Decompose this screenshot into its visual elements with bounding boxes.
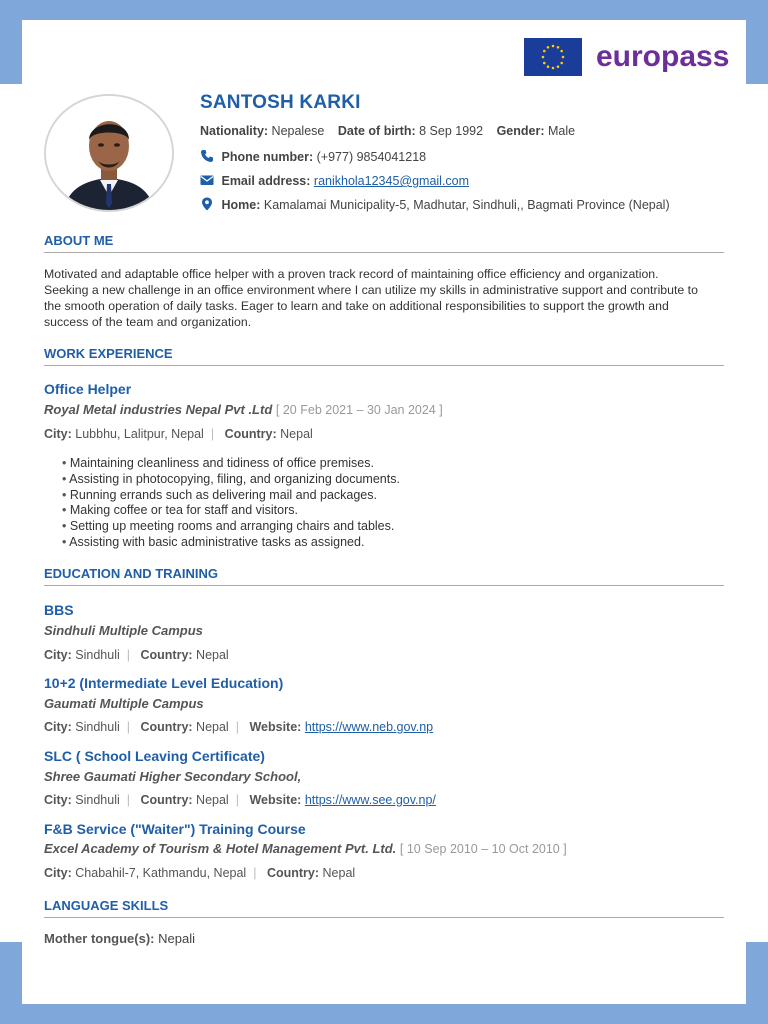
mother-tongue-value: Nepali — [158, 931, 195, 946]
mother-tongue — [44, 931, 195, 946]
about-text: Motivated and adaptable office helper with a proven track record of maintaining office efficiency and organization. Seeking a new challenge in an office environment where I can utilize my skills in administrative support and contribute to the smooth operation of daily tasks. Eager to learn and take on additional responsibilities to support the growth and success of the team and organization. — [44, 267, 698, 329]
gender-value: Male — [547, 124, 576, 138]
country-value: Nepal — [196, 648, 229, 662]
country-label: Country: — [140, 648, 193, 662]
envelope-icon — [200, 173, 214, 187]
eu-flag-icon — [524, 38, 582, 76]
about-section-title: ABOUT ME — [44, 233, 724, 253]
website-link[interactable]: https://www.see.gov.np/ — [304, 793, 436, 807]
school-name: Sindhuli Multiple Campus — [44, 623, 203, 638]
list-item: • Assisting with basic administrative tasks as assigned. — [62, 535, 400, 551]
website-label: Website: — [249, 793, 302, 807]
country-value: Nepal — [196, 793, 229, 807]
school-name: Gaumati Multiple Campus — [44, 696, 204, 711]
language-section-title: LANGUAGE SKILLS — [44, 898, 724, 918]
europass-logo — [524, 38, 734, 78]
mother-tongue-label: Mother tongue(s): — [44, 931, 155, 946]
candidate-name: SANTOSH KARKI — [200, 92, 361, 113]
education-section-title: EDUCATION AND TRAINING — [44, 566, 724, 586]
school-name: Excel Academy of Tourism & Hotel Management Pvt. Ltd. — [44, 841, 397, 856]
city-label: City: — [44, 720, 72, 734]
list-item: • Making coffee or tea for staff and visitors. — [62, 503, 400, 519]
city-label: City: — [44, 427, 72, 441]
city-label: City: — [44, 793, 72, 807]
phone-value: (+977) 9854041218 — [316, 150, 427, 164]
home-label: Home: — [221, 198, 261, 212]
education-location: City: Sindhuli | Country: Nepal | Website: https://www.see.gov.np/ — [44, 793, 436, 807]
list-item: • Assisting in photocopying, filing, and organizing documents. — [62, 472, 400, 488]
nationality-label: Nationality: — [200, 124, 269, 138]
city-value: Sindhuli — [75, 648, 120, 662]
country-label: Country: — [140, 793, 193, 807]
dob-label: Date of birth: — [337, 124, 416, 138]
education-title-bbs: BBS — [44, 602, 74, 618]
phone-label: Phone number: — [221, 150, 314, 164]
education-title-slc: SLC ( School Leaving Certificate) — [44, 748, 265, 764]
country-label: Country: — [140, 720, 193, 734]
country-value: Nepal — [322, 866, 356, 880]
education-location: City: Chabahil-7, Kathmandu, Nepal | Country: Nepal — [44, 866, 356, 880]
dob-value: 8 Sep 1992 — [419, 124, 484, 138]
home-row — [200, 197, 670, 212]
job-title: Office Helper — [44, 381, 132, 397]
city-value: Chabahil-7, Kathmandu, Nepal — [75, 866, 247, 880]
education-title-plus2: 10+2 (Intermediate Level Education) — [44, 675, 284, 691]
school-name: Shree Gaumati Higher Secondary School, — [44, 769, 302, 784]
email-row — [200, 173, 469, 188]
country-value: Nepal — [280, 427, 313, 441]
duties-list — [62, 456, 400, 551]
phone-row — [200, 149, 426, 164]
home-value: Kamalamai Municipality-5, Madhutar, Sindhuli,, Bagmati Province (Nepal) — [263, 198, 670, 212]
personal-info-row — [200, 124, 575, 138]
city-value: Sindhuli — [75, 720, 120, 734]
gender-label: Gender: — [496, 124, 545, 138]
country-value: Nepal — [196, 720, 229, 734]
list-item: • Running errands such as delivering mail and packages. — [62, 488, 400, 504]
location-pin-icon — [200, 197, 214, 211]
profile-photo — [44, 94, 174, 212]
city-value: Sindhuli — [75, 793, 120, 807]
phone-icon — [200, 149, 214, 163]
email-label: Email address: — [221, 174, 311, 188]
list-item: • Setting up meeting rooms and arranging chairs and tables. — [62, 519, 400, 535]
email-link[interactable]: ranikhola12345@gmail.com — [313, 174, 470, 188]
city-label: City: — [44, 866, 72, 880]
training-dates: [ 10 Sep 2010 – 10 Oct 2010 ] — [399, 842, 567, 856]
country-label: Country: — [266, 866, 320, 880]
school — [44, 841, 567, 856]
list-item: • Maintaining cleanliness and tidiness of office premises. — [62, 456, 400, 472]
employment-dates: [ 20 Feb 2021 – 30 Jan 2024 ] — [275, 403, 443, 417]
city-value: Lubbhu, Lalitpur, Nepal — [75, 427, 204, 441]
education-location: City: Sindhuli | Country: Nepal | Website: https://www.neb.gov.np — [44, 720, 434, 734]
europass-wordmark: europass — [596, 40, 730, 73]
website-link[interactable]: https://www.neb.gov.np — [304, 720, 434, 734]
nationality-value: Nepalese — [271, 124, 325, 138]
education-location: City: Sindhuli | Country: Nepal — [44, 648, 229, 662]
employer — [44, 402, 443, 417]
cv-page — [22, 20, 746, 1004]
country-label: Country: — [224, 427, 277, 441]
work-location: City: Lubbhu, Lalitpur, Nepal | Country: Nepal — [44, 427, 313, 441]
education-title-waiter: F&B Service ("Waiter") Training Course — [44, 821, 306, 837]
employer-name: Royal Metal industries Nepal Pvt .Ltd — [44, 402, 273, 417]
city-label: City: — [44, 648, 72, 662]
website-label: Website: — [249, 720, 302, 734]
work-section-title: WORK EXPERIENCE — [44, 346, 724, 366]
